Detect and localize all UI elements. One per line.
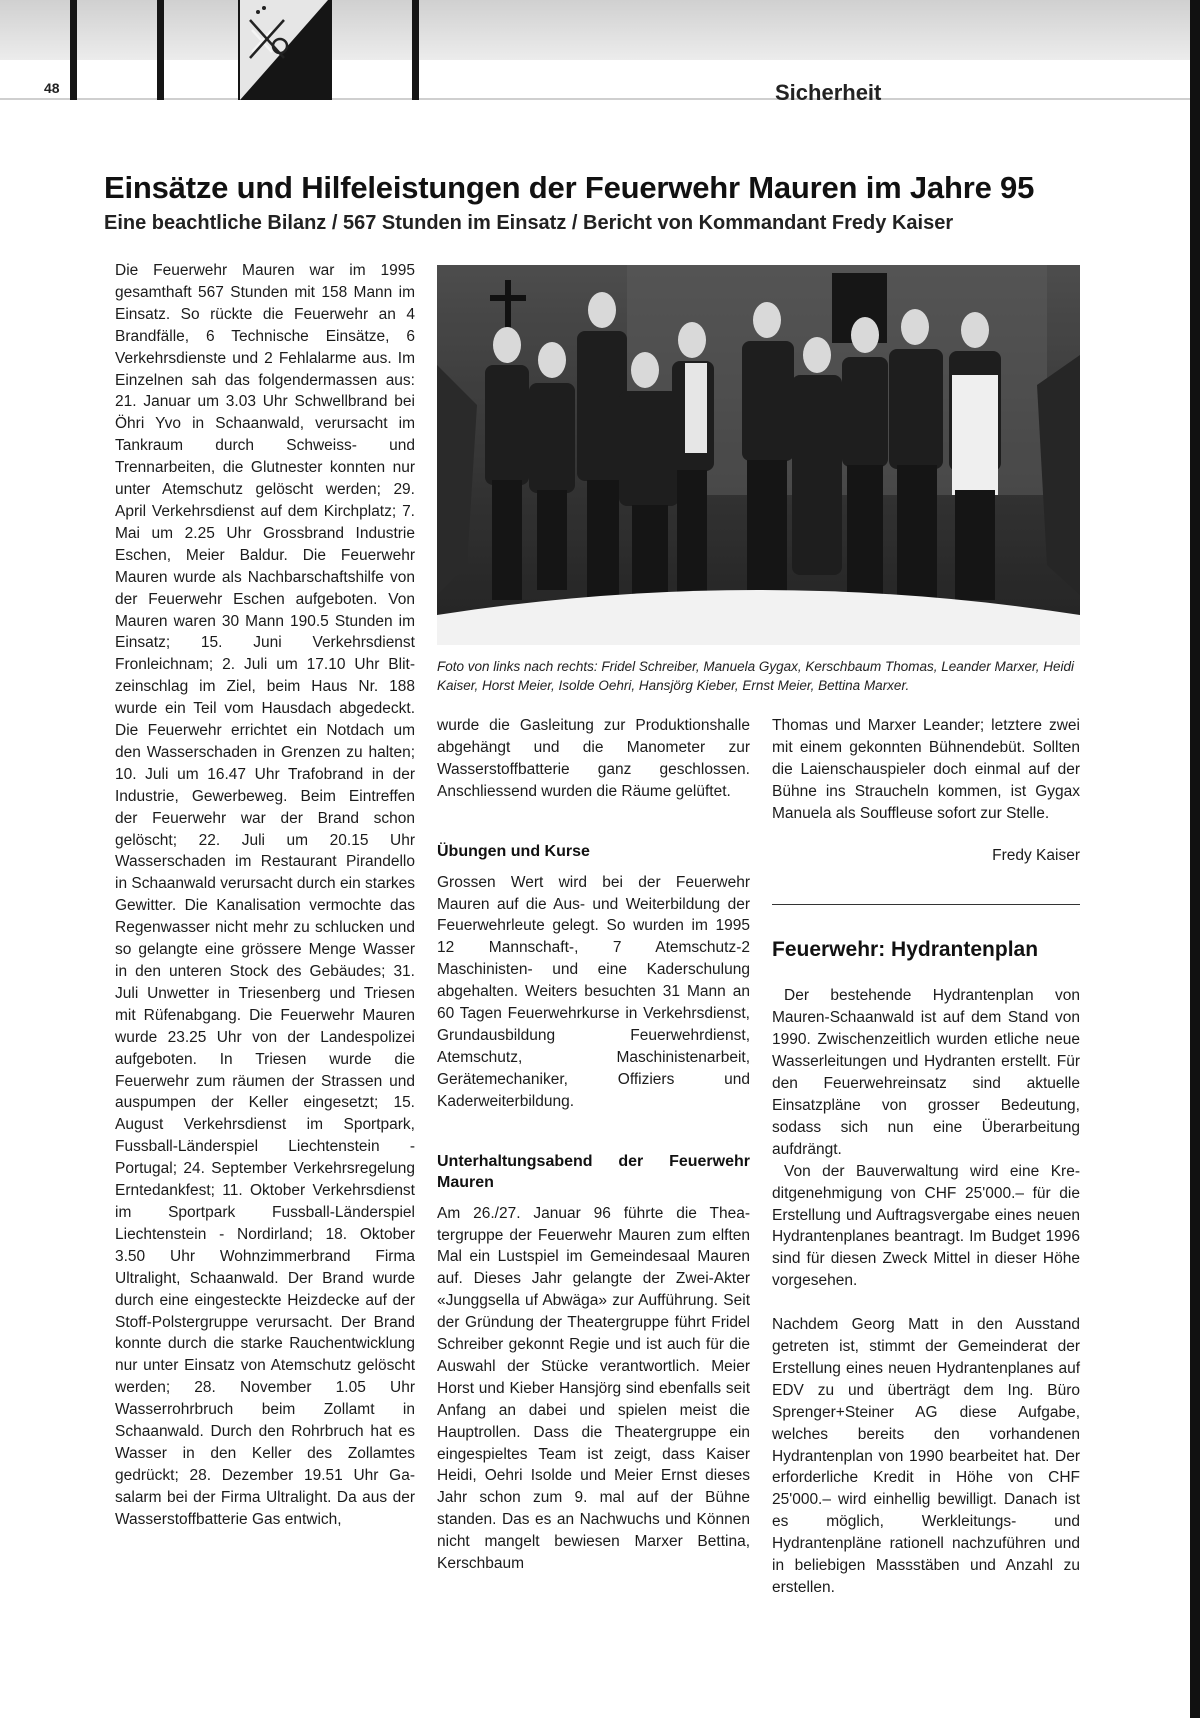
hydrant-heading: Feuerwehr: Hydrantenplan bbox=[772, 938, 1039, 962]
article-column-2 bbox=[437, 715, 750, 1575]
page-edge bbox=[1190, 0, 1200, 1718]
entertainment-paragraph-cont: Thomas und Marxer Leander; letztere zwei mit einem gekonnten Bühnendebüt. Sollten die Laienschauspieler doch einmal auf der Bühne ins Straucheln kommen, ist Gygax Manuela als Souffleuse sofort zur Stelle. bbox=[772, 717, 1080, 822]
header-bar-5 bbox=[412, 0, 419, 100]
page-header bbox=[0, 0, 1190, 105]
article-column-1 bbox=[115, 260, 415, 1531]
page-number: 48 bbox=[44, 80, 60, 96]
section-label: Sicherheit bbox=[775, 80, 882, 105]
article-divider bbox=[772, 904, 1080, 905]
training-paragraph: Grossen Wert wird bei der Feuerwehr Mauren auf die Aus- und Weiterbildung der Feuerwehrleute gelegt. So wurden im 1995 12 Mannschaft-, 7 Atemschutz-2 Maschinisten- und eine Kaderschulung abgehalten. Weiters besuchten 31 Mann an 60 Tagen Feuerwehrkurse in Verkehrsdienst, Grundausbildung Feuerwehrdienst, Atemschutz, Maschinistenarbeit, Gerätemechaniker, Offiziers und Kaderweiterbildung. bbox=[437, 873, 750, 1110]
training-heading: Übungen und Kurse bbox=[437, 842, 590, 860]
article-subtitle: Eine beachtliche Bilanz / 567 Stunden im Einsatz / Bericht von Kommandant Fredy Kaiser bbox=[104, 212, 954, 234]
photo-caption: Foto von links nach rechts: Fridel Schreiber, Manuela Gygax, Kerschbaum Thomas, Leander Marxer, Heidi Kaiser, Horst Meier, Isolde Oehri, Hansjörg Kieber, Ernst Meier, Bettina Marxer. bbox=[437, 659, 1075, 693]
hydrant-paragraph-2: Von der Bauverwaltung wird eine Kreditgenehmigung von CHF 25'000.– für die Erstellung und Auftragsvergabe eines neuen Hydrantenplanes beantragt. Im Budget 1996 sind für diesen Zweck Mittel in dieser Höhe vorgesehen. bbox=[772, 1162, 1080, 1290]
entertainment-paragraph: Am 26./27. Januar 96 führte die Theatergruppe der Feuerwehr Mauren zum elften Mal ein Lustspiel im Gemeindesaal Mauren auf. Dieses Jahr gelangte der Zwei-Akter «Junggsella uf Abwäga» zur Aufführung. Seit der Gründung der Theatergruppe führt Fridel Schreiber gekonnt Regie und ist auch für die Auswahl der Stücke verantwortlich. Meier Horst und Kieber Hansjörg sind ebenfalls seit Anfang an dabei und spielen meist die Hauptrollen. Dass die Theatergruppe ein eingespieltes Team ist zeigt, dass Kaiser Heidi, Oehri Isolde und Meier Ernst dieses Jahr schon zum 9. mal auf der Bühne standen. Das es an Nachwuchs und Können nicht mangelt bewiesen Marxer Bettina, Kerschbaum bbox=[437, 1204, 750, 1573]
entertainment-heading: Unterhaltungsabend der Feuerwehr Mauren bbox=[437, 1152, 750, 1191]
hydrant-paragraph-3: Nachdem Georg Matt in den Ausstand getreten ist, stimmt der Gemeinderat der Erstellung eines neuen Hydrantenplanes auf EDV zu und überträgt dem Ing. Büro Sprenger+Steiner AG diese Aufgabe, welches bereits den vorhandenen Hydrantenplan von 1990 bearbeitet hat. Der erforderliche Kredit in Höhe von CHF 25'000.– wird einhellig bewilligt. Danach ist es möglich, Werkleitungs- und Hydrantenpläne rationell nachzuführen und in beliebigen Massstäben und Anzahl zu erstellen. bbox=[772, 1316, 1080, 1596]
header-bar-1 bbox=[70, 0, 77, 100]
crossed-tools-icon bbox=[240, 0, 328, 100]
group-photo bbox=[437, 265, 1080, 645]
header-bar-2 bbox=[157, 0, 164, 100]
article-column-3 bbox=[772, 715, 1080, 1599]
hydrant-paragraph-1: Der bestehende Hydrantenplan von Mauren-Schaanwald ist auf dem Stand von 1990. Zwischenzeitlich wurden etliche neue Wasserleitungen und Hydranten erstellt. Für den Feuerwehreinsatz sind aktuelle Einsatzpläne von grosser Bedeutung, sodass sich nun eine Überarbeitung aufdrängt. bbox=[772, 987, 1080, 1158]
article-title: Einsätze und Hilfeleistungen der Feuerwehr Mauren im Jahre 95 bbox=[104, 170, 1035, 205]
header-band bbox=[0, 0, 1190, 60]
author-signature: Fredy Kaiser bbox=[992, 846, 1080, 864]
continuation-paragraph: wurde die Gasleitung zur Produktionshalle abgehängt und die Manometer zur Wasserstoffbatterie ganz geschlossen. Anschliessend wurden die Räume gelüftet. bbox=[437, 717, 750, 800]
header-rule bbox=[0, 98, 1190, 100]
intro-paragraph: Die Feuerwehr Mauren war im 1995 gesamthaft 567 Stunden mit 158 Mann im Einsatz. So rückte die Feuerwehr an 4 Brandfälle, 6 Technische Einsätze, 6 Verkehrsdienste und 2 Fehlalarme aus. Im Einzelnen sah das folgendermassen aus: 21. Januar um 3.03 Uhr Schwellbrand bei Öhri Yvo in Schaanwald, verursacht im Tankraum durch Schweiss- und Trennarbeiten, die Glutnester konnten nur unter Atemschutz gelöscht werden; 29. April Verkehrsdienst auf dem Kirchplatz; 7. Mai um 2.25 Uhr Grossbrand Industrie Eschen, Meier Baldur. Die Feuerwehr Mauren wurde als Nachbarschaftshilfe von der Feuerwehr Eschen aufgeboten. Von Mauren waren 30 Mann 190.5 Stunden im Einsatz; 15. Juni Verkehrsdienst Fronleichnam; 2. Juli um 17.10 Uhr Blitzeinschlag im Ziel, beim Haus Nr. 188 wurde ein Teil vom Hausdach abgedeckt. Die Feuerwehr errichtet ein Notdach um den Wasserschaden in Grenzen zu halten; 10. Juli um 16.47 Uhr Trafobrand in der Industrie, Gewerbeweg. Beim Eintreffen der Feuerwehr war der Brand schon gelöscht; 22. Juli um 20.15 Uhr Wasserschaden im Restaurant Pirandello in Schaanwald verursacht durch ein starkes Gewitter. Die Kanalisation vermochte das Regenwasser nicht mehr zu schlucken und so gelangte eine grössere Menge Wasser in den unteren Stock des Gebäudes; 31. Juli Unwetter in Triesenberg und Triesen mit Rüfenabgang. Die Feuerwehr Mauren wurde 23.25 Uhr von der Landespolizei aufgeboten. In Triesen wurde die Feuerwehr zum räumen der Strassen und auspumpen der Keller eingesetzt; 15. August Verkehrsdienst im Sportpark, Fussball-Länderspiel Liechtenstein - Portugal; 24. September Verkehrsregelung Erntedankfest; 11. Oktober Verkehrsdienst im Sportpark Fussball-Länderspiel Liechtenstein - Nordirland; 18. Oktober 3.50 Uhr Wohnzimmerbrand Firma Ultralight, Schaanwald. Der Brand wurde durch eine eingesteckte Heizdecke auf der Stoff-Polstergruppe verursacht. Der Brand konnte durch die starke Rauchentwicklung nur unter Einsatz von Atemschutz gelöscht werden; 28. November 1.05 Uhr Wasserrohrbruch beim Zollamt in Schaanwald. Durch den Rohrbruch hat es Wasser in den Keller des Zollamtes gedrückt; 28. Dezember 19.51 Uhr Gasalarm bei der Firma Ultralight. Da aus der Wasserstoffbatterie Gas entwich, bbox=[115, 262, 415, 1528]
